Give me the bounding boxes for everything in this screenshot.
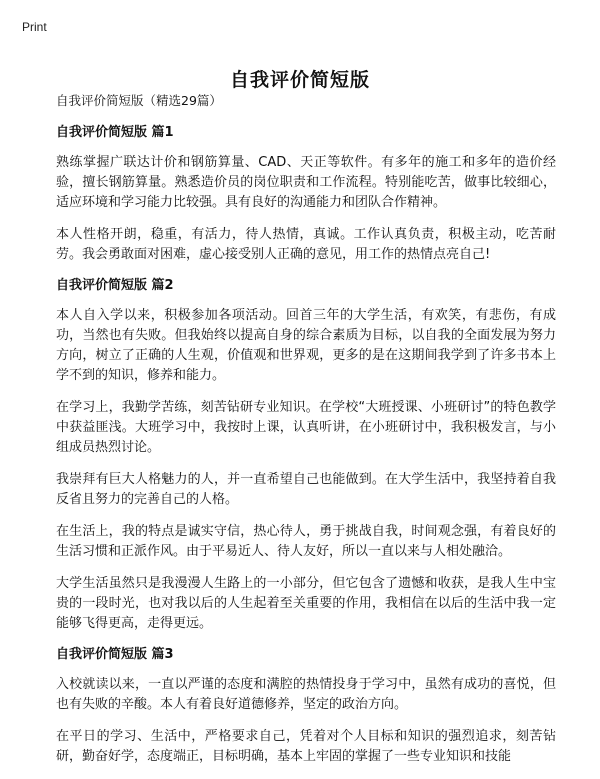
document-body (56, 92, 556, 779)
paragraph: 本人自入学以来，积极参加各项活动。回首三年的大学生活，有欢笑，有悲伤，有成功，当然也有失败。但我始终以提高自身的综合素质为目标，以自我的全面发展为努力方向，树立了正确的人生观，价值观和世界观，更多的是在这期间我学到了许多书本上学不到的知识，修养和能力。 (56, 308, 556, 383)
paragraph: 大学生活虽然只是我漫漫人生路上的一小部分，但它包含了遗憾和收获，是我人生中宝贵的一段时光，也对我以后的人生起着至关重要的作用，我相信在以后的生活中我一定能够飞得更高，走得更远。 (56, 576, 556, 631)
section-heading: 自我评价简短版 篇3 (56, 647, 174, 662)
paragraph: 在生活上，我的特点是诚实守信，热心待人，勇于挑战自我，时间观念强，有着良好的生活习惯和正派作风。由于平易近人、待人友好，所以一直以来与人相处融洽。 (56, 524, 556, 559)
paragraph: 本人性格开朗，稳重，有活力，待人热情，真诚。工作认真负责，积极主动，吃苦耐劳。我会勇敢面对困难，虚心接受别人正确的意见，用工作的热情点亮自己! (56, 227, 556, 262)
section-heading: 自我评价简短版 篇2 (56, 278, 174, 293)
document-subtitle: 自我评价简短版（精选29篇） (56, 93, 222, 108)
document-title: 自我评价简短版 (229, 68, 370, 91)
paragraph: 熟练掌握广联达计价和钢筋算量、CAD、天正等软件。有多年的施工和多年的造价经验，擅长钢筋算量。熟悉造价员的岗位职责和工作流程。特别能吃苦，做事比较细心，适应环境和学习能力比较强。具有良好的沟通能力和团队合作精神。 (56, 155, 556, 210)
paragraph: 入校就读以来，一直以严谨的态度和满腔的热情投身于学习中，虽然有成功的喜悦，但也有失败的辛酸。本人有着良好道德修养，坚定的政治方向。 (56, 677, 556, 712)
section-3 (56, 646, 556, 767)
paragraph: 在学习上，我勤学苦练，刻苦钻研专业知识。在学校“大班授课、小班研讨”的特色教学中获益匪浅。大班学习中，我按时上课，认真听讲，在小班研讨中，我积极发言，与小组成员热烈讨论。 (56, 400, 556, 455)
print-label[interactable]: Print (22, 20, 47, 34)
paragraph: 在平日的学习、生活中，严格要求自己，凭着对个人目标和知识的强烈追求，刻苦钻研，勤奋好学，态度端正，目标明确，基本上牢固的掌握了一些专业知识和技能 (56, 729, 556, 764)
section-1 (56, 124, 556, 265)
section-heading: 自我评价简短版 篇1 (56, 125, 174, 140)
paragraph: 我崇拜有巨大人格魅力的人，并一直希望自己也能做到。在大学生活中，我坚持着自我反省且努力的完善自己的人格。 (56, 472, 556, 507)
section-2 (56, 277, 556, 634)
